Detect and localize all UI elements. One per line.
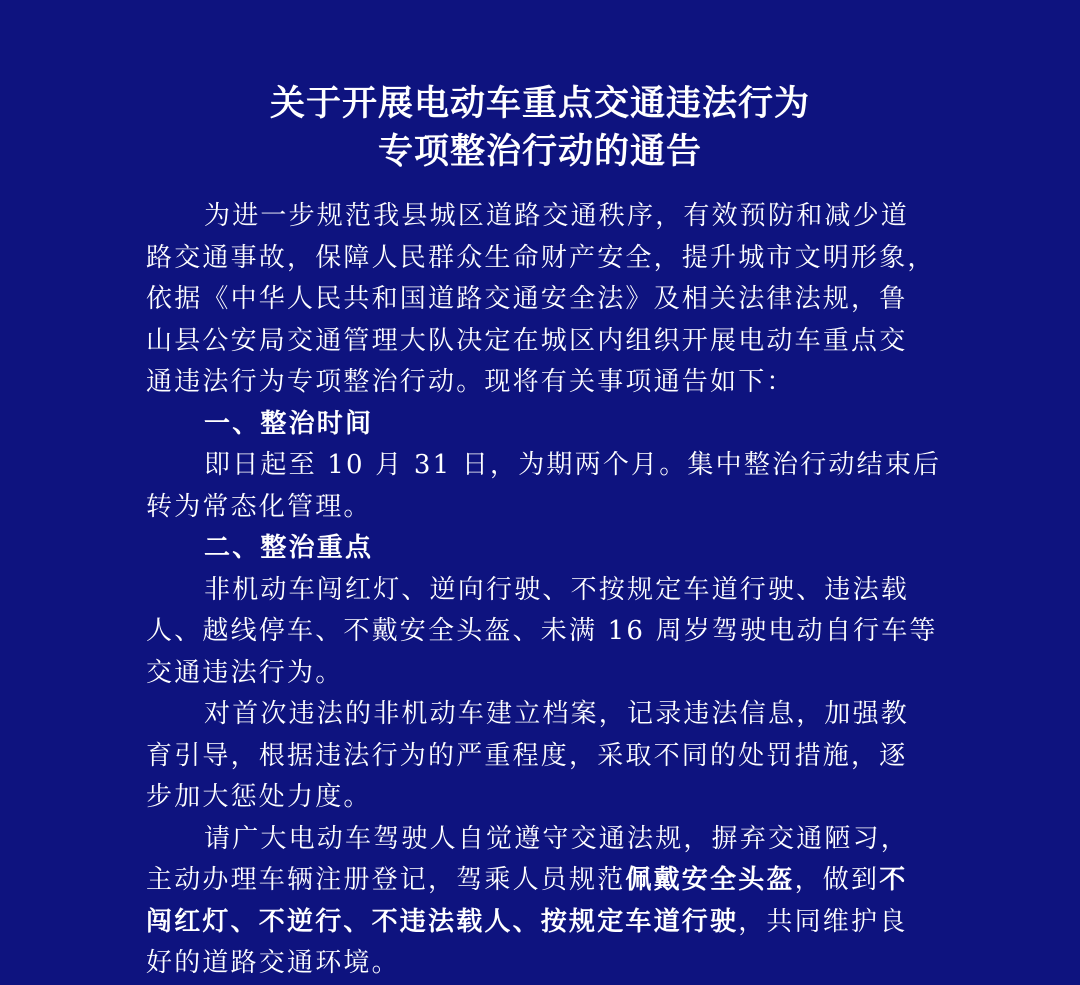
section-2-paragraph-1 xyxy=(146,570,946,695)
s2p3-line-3-text-b: ，共同维护良 xyxy=(738,906,908,937)
notice-title xyxy=(0,80,1080,176)
section-2-paragraph-2 xyxy=(146,694,946,819)
s2p3-line-2-text-c: ，做到 xyxy=(794,865,880,895)
section-1-paragraph xyxy=(146,445,946,528)
s2p2-line-2: 育引导，根据违法行为的严重程度，采取不同的处罚措施，逐 xyxy=(146,740,908,771)
section-1-heading: 一、整治时间 xyxy=(204,408,374,439)
section-1-line-1: 即日起至 10 月 31 日，为期两个月。集中整治行动结束后 xyxy=(204,450,942,480)
section-2-paragraph-3 xyxy=(146,819,946,985)
s2p3-line-2 xyxy=(146,860,946,902)
s2p1-line-1: 非机动车闯红灯、逆向行驶、不按规定车道行驶、违法载 xyxy=(204,574,910,605)
s2p2-line-3: 步加大惩处力度。 xyxy=(146,782,372,812)
intro-line-5: 通违法行为专项整治行动。现将有关事项通告如下： xyxy=(146,367,795,397)
bold-rules-phrase: 闯红灯、不逆行、不违法载人、按规定车道行驶 xyxy=(146,906,739,937)
bold-phrase-start: 不 xyxy=(879,865,908,895)
s2p2-line-1: 对首次违法的非机动车建立档案，记录违法信息，加强教 xyxy=(204,699,910,729)
intro-line-1: 为进一步规范我县城区道路交通秩序，有效预防和减少道 xyxy=(204,201,910,231)
s2p1-line-2: 人、越线停车、不戴安全头盔、未满 16 周岁驾驶电动自行车等 xyxy=(146,616,938,646)
section-2-heading: 二、整治重点 xyxy=(204,533,374,563)
bold-helmet-phrase: 佩戴安全头盔 xyxy=(625,865,795,895)
s2p1-line-3: 交通违法行为。 xyxy=(146,657,344,688)
s2p3-line-2-text-a: 主动办理车辆注册登记，驾乘人员规范 xyxy=(146,865,626,895)
s2p3-line-4: 好的道路交通环境。 xyxy=(146,948,400,978)
s2p3-line-3 xyxy=(146,902,946,944)
intro-line-2: 路交通事故，保障人民群众生命财产安全，提升城市文明形象， xyxy=(146,242,936,273)
section-1-line-2: 转为常态化管理。 xyxy=(146,491,372,522)
s2p3-line-1: 请广大电动车驾驶人自觉遵守交通法规，摒弃交通陋习， xyxy=(204,823,910,854)
title-line-2: 专项整治行动的通告 xyxy=(377,132,702,172)
intro-line-4: 山县公安局交通管理大队决定在城区内组织开展电动车重点交 xyxy=(146,325,908,356)
intro-line-3: 依据《中华人民共和国道路交通安全法》及相关法律法规，鲁 xyxy=(146,284,908,314)
notice-body xyxy=(146,196,946,985)
title-line-1: 关于开展电动车重点交通违法行为 xyxy=(269,84,810,124)
intro-paragraph xyxy=(146,196,946,404)
